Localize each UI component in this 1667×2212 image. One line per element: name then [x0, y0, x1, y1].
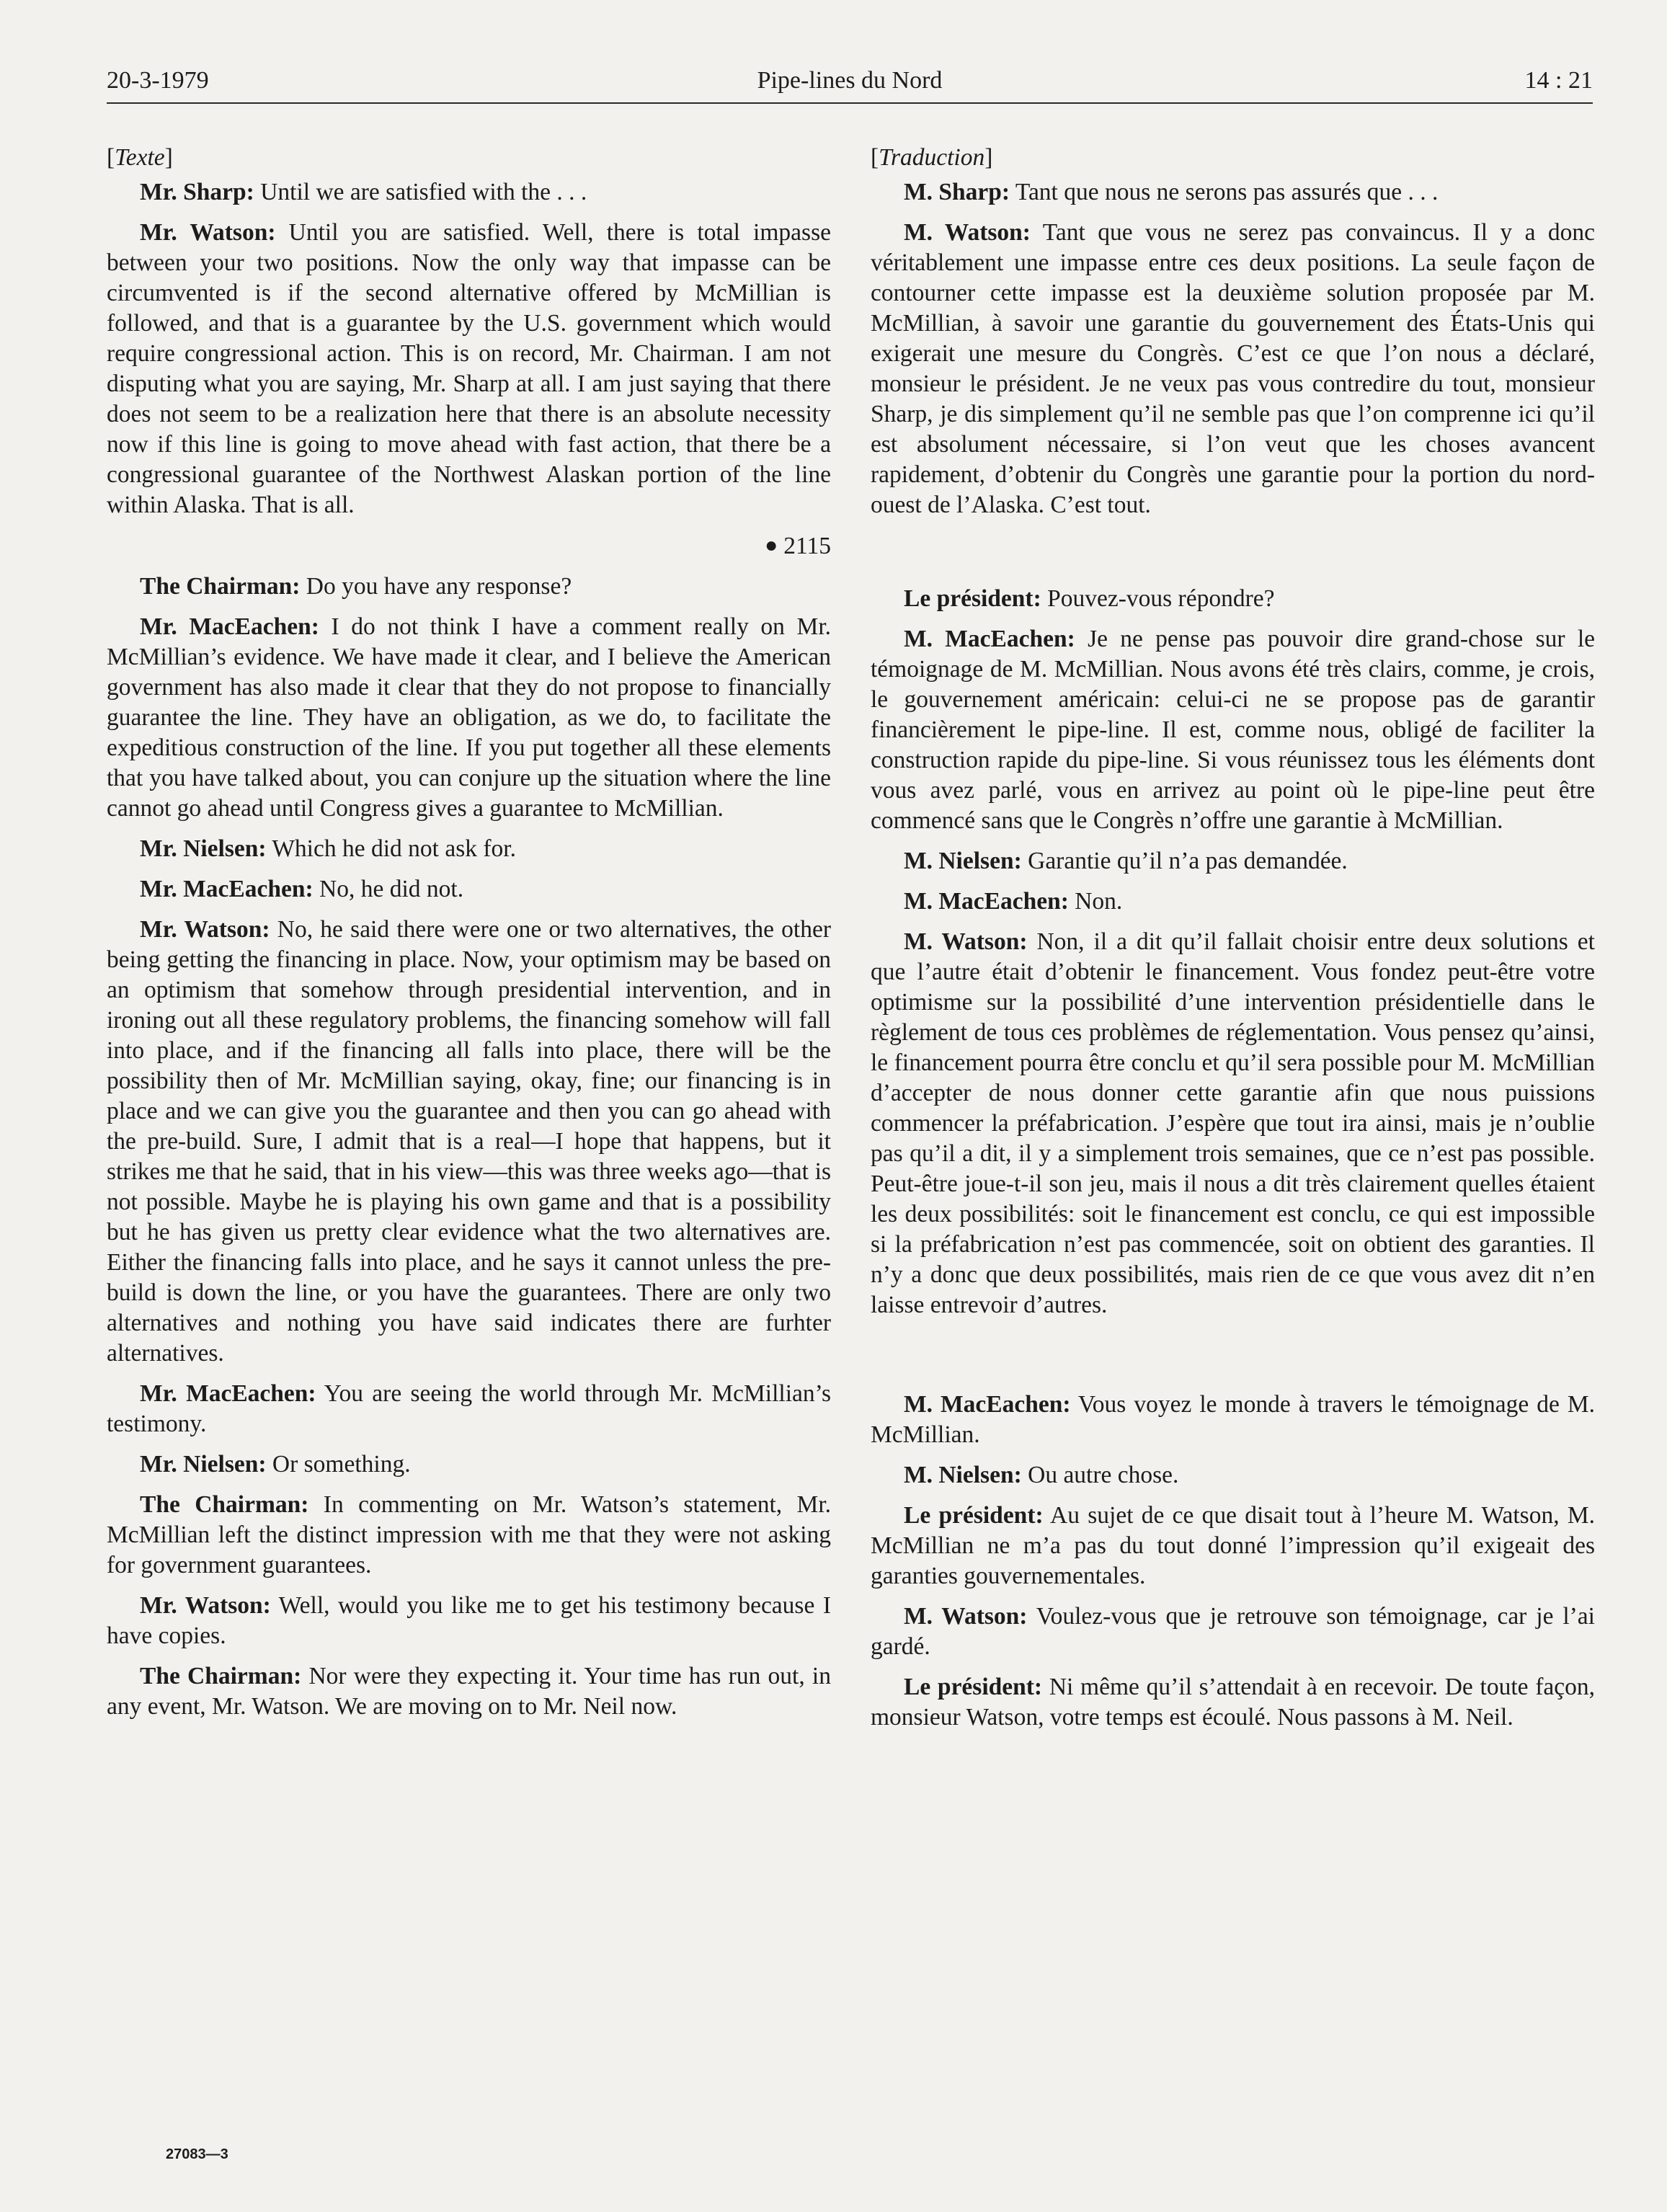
speech-text: Do you have any response?	[300, 573, 572, 600]
speech-text: Au sujet de ce que disait tout à l’heure M. Watson, M. McMillian ne m’a pas du tout donné l’impression qu’il exigeait des garanties gouvernementales.	[871, 1502, 1595, 1589]
speech-paragraph	[871, 846, 1595, 876]
speaker-name: M. MacEachen:	[904, 888, 1069, 915]
speech-text: In commenting on Mr. Watson’s statement, Mr. McMillian left the distinct impression with me that they were not asking for government guarantees.	[107, 1491, 831, 1578]
speech-text: You are seeing the world through Mr. McMillian’s testimony.	[107, 1380, 831, 1437]
speaker-name: M. Nielsen:	[904, 848, 1022, 874]
speech-paragraph	[871, 584, 1595, 614]
speaker-name: M. Watson:	[904, 1603, 1028, 1630]
speech-text: Or something.	[266, 1451, 411, 1478]
speech-text: Non.	[1068, 888, 1123, 915]
speech-paragraph	[871, 1501, 1595, 1591]
speech-paragraph	[871, 1602, 1595, 1662]
speech-paragraph	[107, 834, 831, 864]
speaker-name: Mr. Watson:	[140, 219, 276, 246]
header-title: Pipe-lines du Nord	[757, 67, 943, 94]
speaker-name: Le président:	[904, 585, 1041, 612]
running-header	[107, 66, 1593, 104]
speech-paragraph	[107, 1591, 831, 1651]
speech-paragraph	[871, 1390, 1595, 1450]
speech-text: Voulez-vous que je retrouve son témoignage, car je l’ai gardé.	[871, 1603, 1595, 1660]
speech-paragraph	[107, 1379, 831, 1439]
speech-paragraph	[871, 218, 1595, 520]
speech-paragraph	[107, 1449, 831, 1480]
bullet-icon: ●	[765, 533, 778, 557]
speaker-name: Mr. Watson:	[140, 1592, 271, 1619]
speech-paragraph	[107, 1661, 831, 1722]
speech-paragraph	[107, 177, 831, 208]
header-rule	[107, 102, 1593, 104]
speech-text: Je ne pense pas pouvoir dire grand-chose sur le témoignage de M. McMillian. Nous avons été très clairs, comme, je crois, le gouvernement américain: celui-ci ne se propose pas de garantir financièrement le pipe-line. Il est, comme nous, obligé de faciliter la construction rapide du pipe-line. Si vous réunissez tous les éléments dont vous avez parlé, vous en arrivez au point où le pipe-line peut être commencé sans que le Congrès n’offre une garantie à McMillian.	[871, 626, 1595, 834]
speech-paragraph	[107, 612, 831, 824]
page-marker	[107, 530, 831, 561]
speaker-name: M. Watson:	[904, 928, 1028, 955]
speech-text: Garantie qu’il n’a pas demandée.	[1021, 848, 1348, 874]
header-page-number: 14 : 21	[1524, 67, 1593, 94]
speech-text: I do not think I have a comment really on Mr. McMillian’s evidence. We have made it clear, and I believe the American government has also made it clear that they do not propose to financially guarantee the line. They have an obligation, as we do, to facilitate the expeditious construction of the line. If you put together all these elements that you have talked about, you can conjure up the situation where the line cannot go ahead until Congress gives a guarantee to McMillian.	[107, 613, 831, 822]
speech-text: Pouvez-vous répondre?	[1041, 585, 1275, 612]
speech-paragraph	[107, 572, 831, 602]
marker-number: 2115	[783, 533, 831, 559]
speech-text: Until you are satisfied. Well, there is total impasse between your two positions. Now the only way that impasse can be circumvented is if the second alternative offered by McMillian is followed, and that is a guarantee by the U.S. government which would require congressional action. This is on record, Mr. Chairman. I am not disputing what you are saying, Mr. Sharp at all. I am just saying that there does not seem to be a realization here that there is an absolute necessity now if this line is going to move ahead with fast action, that there be a congressional guarantee of the Northwest Alaskan portion of the line within Alaska. That is all.	[107, 219, 831, 518]
french-column	[871, 143, 1595, 1743]
column-spacer	[871, 1331, 1595, 1390]
speaker-name: Mr. Watson:	[140, 916, 270, 943]
speaker-name: Le président:	[904, 1502, 1044, 1529]
speaker-name: M. Sharp:	[904, 179, 1010, 205]
speech-text: Well, would you like me to get his testimony because I have copies.	[107, 1592, 831, 1649]
speaker-name: The Chairman:	[140, 1491, 309, 1518]
english-block-1	[107, 177, 831, 520]
speaker-name: Mr. Sharp:	[140, 179, 254, 205]
speech-text: Vous voyez le monde à travers le témoignage de M. McMillian.	[871, 1391, 1595, 1448]
french-block-3	[871, 1390, 1595, 1733]
speaker-name: Mr. MacEachen:	[140, 876, 314, 902]
speaker-name: M. MacEachen:	[904, 626, 1075, 652]
speech-text: Tant que nous ne serons pas assurés que . . .	[1010, 179, 1439, 205]
speech-text: Nor were they expecting it. Your time has run out, in any event, Mr. Watson. We are moving on to Mr. Neil now.	[107, 1663, 831, 1720]
speech-paragraph	[871, 1672, 1595, 1733]
speaker-name: M. MacEachen:	[904, 1391, 1071, 1418]
speech-text: No, he did not.	[313, 876, 464, 902]
speaker-name: Mr. Nielsen:	[140, 835, 267, 862]
speech-text: Ni même qu’il s’attendait à en recevoir. De toute façon, monsieur Watson, votre temps est écoulé. Nous passons à M. Neil.	[871, 1674, 1595, 1731]
speech-text: Tant que vous ne serez pas convaincus. Il y a donc véritablement une impasse entre ces deux positions. La seule façon de contourner cette impasse est la deuxième solution proposée par M. McMillian, à savoir une garantie du gouvernement des États-Unis qui exigerait une mesure du Congrès. C’est ce que l’on nous a déclaré, monsieur le président. Je ne veux pas vous contredire du tout, monsieur Sharp, je dis simplement qu’il ne semble pas que l’on comprenne ici qu’il est absolument nécessaire, si l’on veut que les choses avancent rapidement, d’obtenir du Congrès une garantie pour la portion du nord-ouest de l’Alaska. C’est tout.	[871, 219, 1596, 518]
speech-text: Ou autre chose.	[1021, 1462, 1179, 1488]
speaker-name: The Chairman:	[140, 1663, 302, 1689]
footer-code: 27083—3	[166, 2146, 228, 2162]
speaker-name: Le président:	[904, 1674, 1043, 1700]
speech-paragraph	[871, 927, 1595, 1320]
speech-paragraph	[871, 887, 1595, 917]
english-column-label: [Texte]	[107, 144, 173, 171]
speaker-name: Mr. MacEachen:	[140, 613, 319, 640]
speech-paragraph	[107, 218, 831, 520]
english-block-2	[107, 572, 831, 1722]
speech-text: Which he did not ask for.	[266, 835, 516, 862]
french-block-1	[871, 177, 1595, 520]
speaker-name: Mr. Nielsen:	[140, 1451, 267, 1478]
column-spacer	[871, 530, 1595, 584]
speech-paragraph	[107, 1490, 831, 1581]
speech-text: No, he said there were one or two alternatives, the other being getting the financing in place. Now, your optimism may be based on an optimism that somehow through presidential intervention, and in ironing out all these regulatory problems, the financing somehow will fall into place, and if the financing all falls into place, there will be the possibility then of Mr. McMillian saying, okay, fine; our financing is in place and we can give you the guarantee and then you can go ahead with the pre-build. Sure, I admit that is a real—I hope that happens, but it strikes me that he said, that in his view—this was three weeks ago—that is not possible. Maybe he is playing his own game and that is a possibility but he has given us pretty clear evidence what the two alternatives are. Either the financing falls into place, and he says it cannot unless the pre-build is down the line, or you have the guarantees. There are only two alternatives and nothing you have said indicates there are furhter alternatives.	[107, 916, 831, 1367]
speech-paragraph	[871, 624, 1595, 836]
speech-paragraph	[107, 874, 831, 905]
speech-text: Non, il a dit qu’il fallait choisir entre deux solutions et que l’autre était d’obtenir le financement. Vous fondez peut-être votre optimisme sur la possibilité d’une intervention présidentielle dans le règlement de tous ces problèmes de réglementation. Vous pensez qu’ainsi, le financement pourra être conclu et qu’il sera possible pour M. McMillian d’accepter de nous donner cette garantie afin que nous puissions commencer la préfabrication. J’espère que tout ira ainsi, mais je n’oublie pas qu’il a dit, il y a simplement trois semaines, que ce n’est pas possible. Peut-être joue-t-il son jeu, mais il nous a dit très clairement quelles étaient les deux possibilités: soit le financement est conclu, ce qui est impossible si la préfabrication n’est pas commencée, soit on obtient des garanties. Il n’y a donc que deux possibilités, mais rien de ce que vous avez dit n’en laisse entrevoir d’autres.	[871, 928, 1595, 1318]
speaker-name: M. Watson:	[904, 219, 1031, 246]
french-block-2	[871, 584, 1595, 1320]
speech-paragraph	[107, 915, 831, 1369]
english-label-text: Texte	[115, 144, 165, 171]
speaker-name: M. Nielsen:	[904, 1462, 1022, 1488]
speech-text: Until we are satisfied with the . . .	[254, 179, 587, 205]
speech-paragraph	[871, 1460, 1595, 1491]
header-date: 20-3-1979	[107, 67, 209, 94]
french-label-text: Traduction	[879, 144, 985, 171]
speaker-name: The Chairman:	[140, 573, 301, 600]
english-column	[107, 143, 831, 1732]
speech-paragraph	[871, 177, 1595, 208]
french-column-label: [Traduction]	[871, 144, 993, 171]
speaker-name: Mr. MacEachen:	[140, 1380, 316, 1407]
